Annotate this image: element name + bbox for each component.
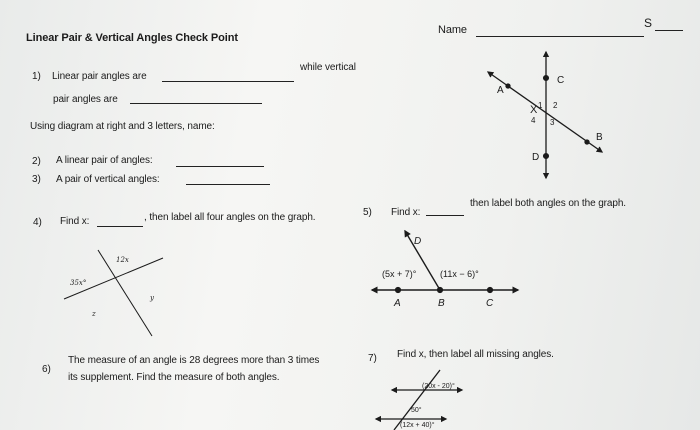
q5-figure xyxy=(372,231,518,292)
q1-text-b: while vertical xyxy=(300,62,356,73)
q5-point-B xyxy=(438,288,443,293)
q5-label-D: D xyxy=(414,236,422,247)
diagram1-label-X: X xyxy=(530,104,538,116)
q1-text-a: Linear pair angles are xyxy=(52,71,147,82)
q7-expr-bottom: (12x + 40)° xyxy=(400,422,435,429)
diagonal-line-AB xyxy=(488,72,602,152)
worksheet-title: Linear Pair & Vertical Angles Check Point xyxy=(26,32,238,44)
point-B xyxy=(585,140,589,144)
diagram-intersecting-lines xyxy=(488,52,602,178)
q5-label-A: A xyxy=(394,298,401,309)
q6-text-b: its supplement. Find the measure of both angles. xyxy=(68,372,280,383)
q4-number: 4) xyxy=(33,217,42,228)
diagram1-angle-3: 3 xyxy=(550,118,555,127)
diagram1-label-D: D xyxy=(532,152,540,163)
q5-number: 5) xyxy=(363,207,372,218)
q5-label-C: C xyxy=(486,298,494,309)
q7-number: 7) xyxy=(368,353,377,364)
corner-mark: S xyxy=(644,16,652,30)
q7-transversal xyxy=(394,370,440,430)
point-C xyxy=(544,76,549,81)
q2-number: 2) xyxy=(32,156,41,167)
q5-point-A xyxy=(396,288,401,293)
q5-expr-right: (11x − 6)° xyxy=(440,269,479,279)
q4-angle-top: 12x xyxy=(116,256,129,264)
q4-label-z: z xyxy=(92,310,96,318)
q6-number: 6) xyxy=(42,364,51,375)
q2-text: A linear pair of angles: xyxy=(56,155,153,166)
q5-label-B: B xyxy=(438,298,445,309)
q5-ray-BD xyxy=(405,231,440,290)
q1-text-c: pair angles are xyxy=(53,94,118,105)
q4-angle-left: 35x° xyxy=(70,279,87,287)
q3-text: A pair of vertical angles: xyxy=(56,174,160,185)
q5-text-b: then label both angles on the graph. xyxy=(470,198,626,209)
q4-text-b: , then label all four angles on the graph. xyxy=(144,212,316,223)
point-A xyxy=(506,84,510,88)
q6-text-a: The measure of an angle is 28 degrees more than 3 times xyxy=(68,355,320,366)
q4-figure xyxy=(64,250,163,336)
q7-figure xyxy=(376,370,462,430)
diagram1-angle-4: 4 xyxy=(531,116,536,125)
q5-expr-left: (5x + 7)° xyxy=(382,269,417,279)
point-D xyxy=(544,154,549,159)
diagram1-angle-1: 1 xyxy=(538,101,543,110)
q4-label-y: y xyxy=(150,294,154,302)
q7-expr-top: (20x - 20)° xyxy=(422,383,455,390)
q5-text-a: Find x: xyxy=(391,207,421,218)
name-label: Name xyxy=(438,24,467,36)
q4-text-a: Find x: xyxy=(60,216,90,227)
q7-text: Find x, then label all missing angles. xyxy=(397,349,554,360)
diagram1-label-C: C xyxy=(557,75,565,86)
q7-expr-mid: 50° xyxy=(411,407,422,414)
q5-point-C xyxy=(488,288,493,293)
q3-number: 3) xyxy=(32,174,41,185)
diagram1-angle-2: 2 xyxy=(553,101,558,110)
diagram-instruction: Using diagram at right and 3 letters, name: xyxy=(30,121,215,132)
q1-number: 1) xyxy=(32,71,41,82)
diagram1-label-B: B xyxy=(596,132,603,143)
diagram1-label-A: A xyxy=(497,85,504,96)
